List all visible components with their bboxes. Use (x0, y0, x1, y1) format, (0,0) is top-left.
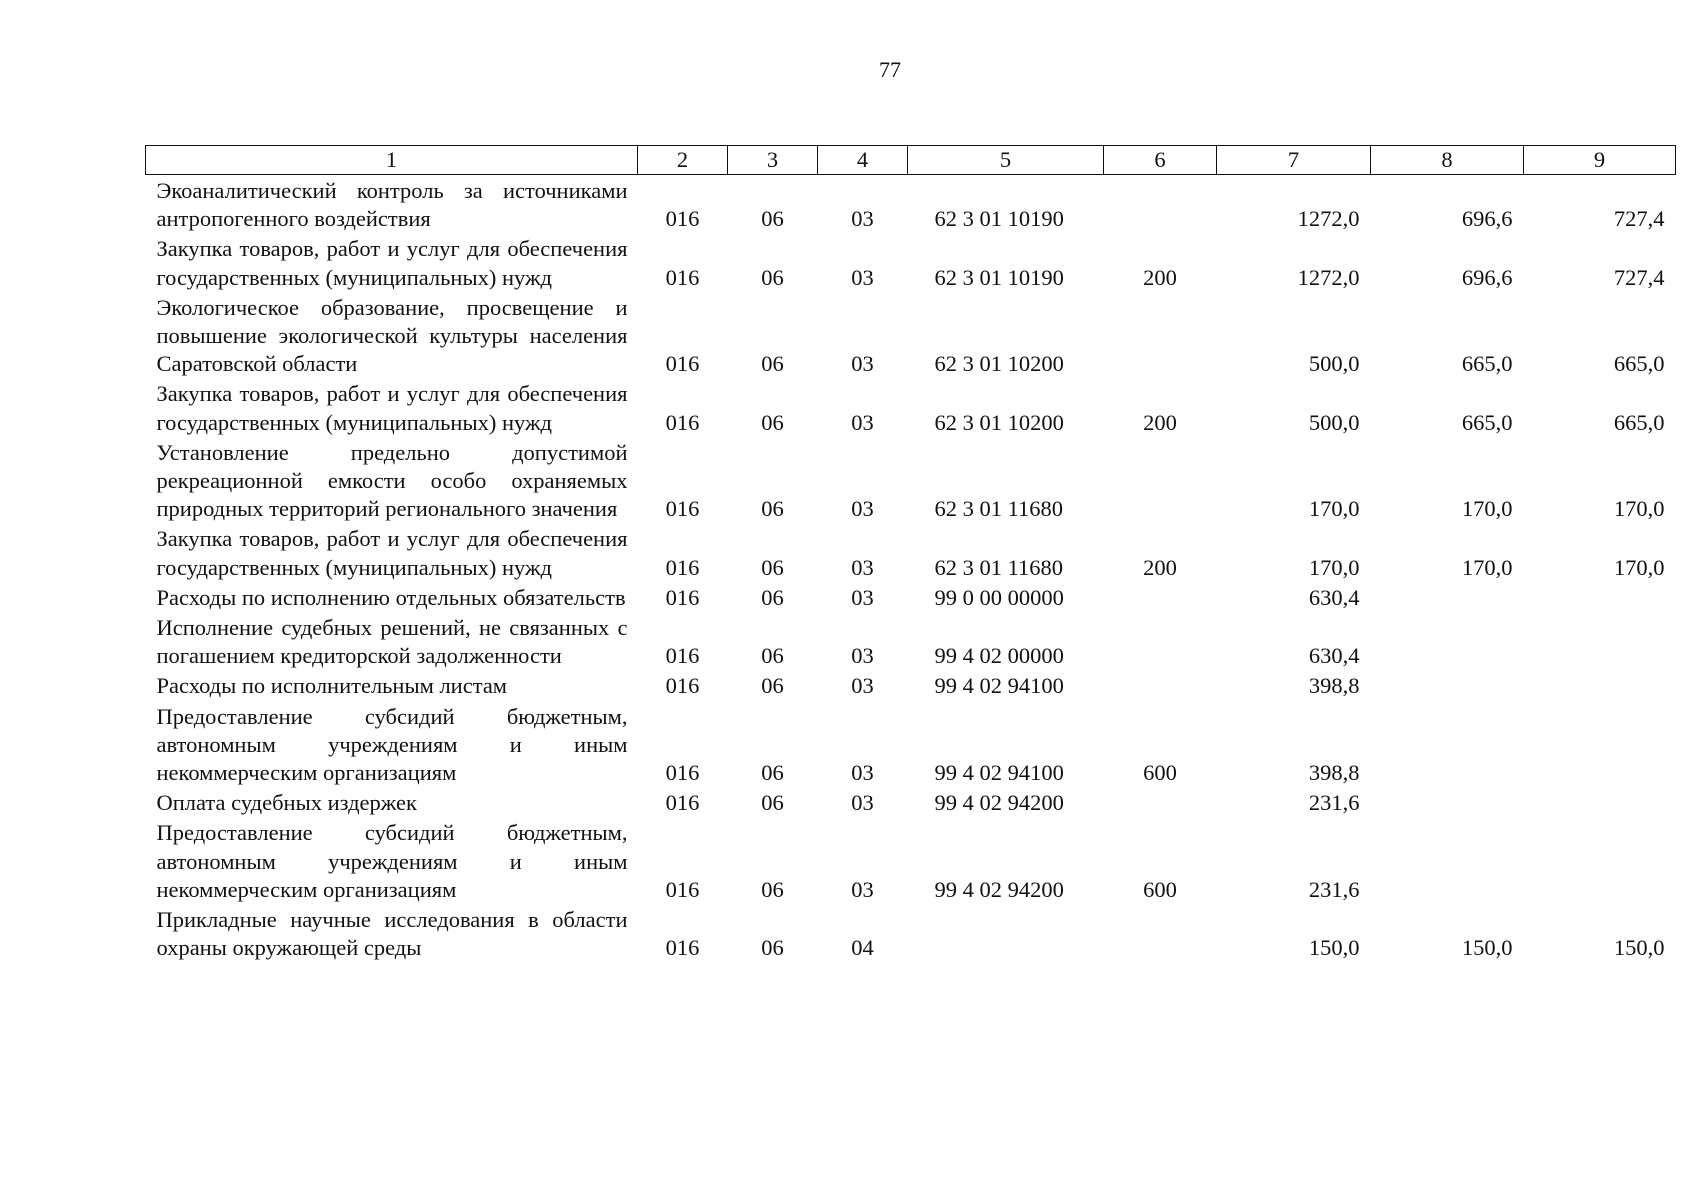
table-row (146, 701, 1676, 788)
ved-code-cell: 016 (665, 876, 700, 902)
amount-col7-cell: 1272,0 (1297, 264, 1360, 290)
table-row (146, 612, 1676, 670)
amount-col9-cell (1524, 817, 1676, 904)
ved-code-cell: 016 (665, 760, 700, 786)
expense-type-cell (1104, 904, 1217, 962)
subsection-code-cell: 03 (851, 496, 874, 522)
amount-col7-cell: 398,8 (1308, 760, 1360, 786)
table-row (146, 670, 1676, 700)
expense-type-cell (1104, 787, 1217, 817)
amount-col9-cell: 170,0 (1613, 554, 1665, 580)
amount-col7-cell: 150,0 (1308, 935, 1360, 961)
amount-col7-cell: 500,0 (1308, 351, 1360, 377)
amount-col8-cell: 696,6 (1461, 206, 1513, 232)
expense-type-cell (1104, 582, 1217, 612)
target-article-cell: 62 3 01 10190 (934, 264, 1064, 290)
target-article-cell: 99 0 00 00000 (934, 584, 1064, 610)
table-body (146, 175, 1676, 963)
target-article-cell: 62 3 01 10190 (934, 206, 1064, 232)
target-article-cell (908, 904, 1104, 962)
budget-table-container (145, 145, 1675, 962)
target-article-cell: 99 4 02 94200 (934, 876, 1064, 902)
subsection-code-cell: 03 (851, 584, 874, 610)
row-name-cell: Экоаналитический контроль за источниками антропогенного воздействия (156, 178, 628, 232)
target-article-cell: 99 4 02 94100 (934, 673, 1064, 699)
ved-code-cell: 016 (665, 351, 700, 377)
subsection-code-cell: 03 (851, 673, 874, 699)
table-row (146, 233, 1676, 291)
target-article-cell: 99 4 02 00000 (934, 643, 1064, 669)
subsection-code-cell: 03 (851, 409, 874, 435)
amount-col8-cell: 170,0 (1461, 554, 1513, 580)
subsection-code-cell: 03 (851, 760, 874, 786)
section-code-cell: 06 (761, 760, 784, 786)
amount-col7-cell: 398,8 (1308, 673, 1360, 699)
section-code-cell: 06 (761, 496, 784, 522)
section-code-cell: 06 (761, 935, 784, 961)
column-header: 6 (1104, 146, 1217, 175)
amount-col7-cell: 170,0 (1308, 496, 1360, 522)
target-article-cell: 62 3 01 10200 (934, 351, 1064, 377)
subsection-code-cell: 03 (851, 554, 874, 580)
amount-col8-cell: 170,0 (1461, 496, 1513, 522)
table-row (146, 292, 1676, 379)
column-header: 4 (818, 146, 908, 175)
ved-code-cell: 016 (665, 496, 700, 522)
amount-col9-cell: 665,0 (1613, 351, 1665, 377)
section-code-cell: 06 (761, 790, 784, 816)
target-article-cell: 62 3 01 11680 (934, 496, 1064, 522)
column-header: 3 (728, 146, 818, 175)
amount-col9-cell: 170,0 (1613, 496, 1665, 522)
amount-col8-cell (1371, 612, 1524, 670)
table-row (146, 817, 1676, 904)
table-row (146, 787, 1676, 817)
subsection-code-cell: 03 (851, 876, 874, 902)
amount-col9-cell (1524, 787, 1676, 817)
amount-col8-cell (1371, 701, 1524, 788)
target-article-cell: 99 4 02 94200 (934, 790, 1064, 816)
amount-col9-cell: 727,4 (1613, 264, 1665, 290)
subsection-code-cell: 03 (851, 351, 874, 377)
ved-code-cell: 016 (665, 264, 700, 290)
section-code-cell: 06 (761, 264, 784, 290)
amount-col9-cell (1524, 612, 1676, 670)
column-header: 8 (1371, 146, 1524, 175)
section-code-cell: 06 (761, 351, 784, 377)
amount-col7-cell: 500,0 (1308, 409, 1360, 435)
row-name-cell: Установление предельно допустимой рекреационной емкости особо охраняемых природных территорий регионального значения (156, 439, 628, 522)
ved-code-cell: 016 (665, 673, 700, 699)
subsection-code-cell: 03 (851, 264, 874, 290)
section-code-cell: 06 (761, 206, 784, 232)
table-row (146, 582, 1676, 612)
section-code-cell: 06 (761, 643, 784, 669)
expense-type-cell: 600 (1143, 760, 1177, 786)
subsection-code-cell: 03 (851, 643, 874, 669)
subsection-code-cell: 03 (851, 206, 874, 232)
table-row (146, 175, 1676, 234)
subsection-code-cell: 03 (851, 790, 874, 816)
expense-type-cell (1104, 292, 1217, 379)
row-name-cell: Закупка товаров, работ и услуг для обеспечения государственных (муниципальных) нужд (156, 526, 628, 580)
expense-type-cell (1104, 175, 1217, 234)
amount-col9-cell (1524, 670, 1676, 700)
section-code-cell: 06 (761, 876, 784, 902)
table-row (146, 378, 1676, 436)
target-article-cell: 62 3 01 10200 (934, 409, 1064, 435)
ved-code-cell: 016 (665, 554, 700, 580)
budget-table (145, 145, 1676, 962)
row-name-cell: Предоставление субсидий бюджетным, автономным учреждениям и иным некоммерческим организациям (156, 703, 628, 786)
row-name-cell: Экологическое образование, просвещение и повышение экологической культуры населения Саратовской области (156, 294, 628, 377)
amount-col7-cell: 231,6 (1308, 876, 1360, 902)
row-name-cell: Расходы по исполнению отдельных обязательств (156, 584, 626, 610)
row-name-cell: Предоставление субсидий бюджетным, автономным учреждениям и иным некоммерческим организациям (156, 820, 628, 902)
amount-col8-cell (1371, 787, 1524, 817)
row-name-cell: Исполнение судебных решений, не связанных с погашением кредиторской задолженности (156, 615, 628, 669)
expense-type-cell: 600 (1143, 876, 1177, 902)
amount-col9-cell: 665,0 (1613, 409, 1665, 435)
table-row (146, 437, 1676, 524)
ved-code-cell: 016 (665, 643, 700, 669)
ved-code-cell: 016 (665, 409, 700, 435)
row-name-cell: Закупка товаров, работ и услуг для обеспечения государственных (муниципальных) нужд (156, 236, 628, 290)
section-code-cell: 06 (761, 584, 784, 610)
table-row (146, 523, 1676, 581)
subsection-code-cell: 04 (851, 935, 874, 961)
row-name-cell: Закупка товаров, работ и услуг для обеспечения государственных (муниципальных) нужд (156, 381, 628, 435)
column-header: 5 (908, 146, 1104, 175)
column-header: 7 (1217, 146, 1371, 175)
amount-col8-cell: 696,6 (1461, 264, 1513, 290)
row-name-cell: Прикладные научные исследования в области охраны окружающей среды (156, 907, 628, 961)
expense-type-cell (1104, 437, 1217, 524)
expense-type-cell: 200 (1143, 409, 1177, 435)
amount-col9-cell: 727,4 (1613, 206, 1665, 232)
amount-col8-cell: 665,0 (1461, 351, 1513, 377)
section-code-cell: 06 (761, 554, 784, 580)
section-code-cell: 06 (761, 673, 784, 699)
ved-code-cell: 016 (665, 584, 700, 610)
row-name-cell: Оплата судебных издержек (156, 790, 417, 816)
expense-type-cell: 200 (1143, 554, 1177, 580)
column-header: 2 (638, 146, 728, 175)
table-header-row (146, 146, 1676, 175)
ved-code-cell: 016 (665, 206, 700, 232)
amount-col7-cell: 231,6 (1308, 790, 1360, 816)
ved-code-cell: 016 (665, 935, 700, 961)
expense-type-cell (1104, 612, 1217, 670)
column-header: 9 (1524, 146, 1676, 175)
amount-col8-cell (1371, 817, 1524, 904)
column-header: 1 (146, 146, 638, 175)
target-article-cell: 99 4 02 94100 (934, 760, 1064, 786)
amount-col8-cell: 150,0 (1461, 935, 1513, 961)
amount-col9-cell (1524, 701, 1676, 788)
amount-col9-cell (1524, 582, 1676, 612)
amount-col8-cell (1371, 582, 1524, 612)
amount-col7-cell: 170,0 (1308, 554, 1360, 580)
amount-col7-cell: 1272,0 (1297, 206, 1360, 232)
ved-code-cell: 016 (665, 790, 700, 816)
amount-col8-cell: 665,0 (1461, 409, 1513, 435)
row-name-cell: Расходы по исполнительным листам (156, 673, 508, 699)
page-number: 77 (879, 57, 901, 82)
section-code-cell: 06 (761, 409, 784, 435)
amount-col9-cell: 150,0 (1613, 935, 1665, 961)
table-row (146, 904, 1676, 962)
amount-col7-cell: 630,4 (1308, 643, 1360, 669)
amount-col7-cell: 630,4 (1308, 584, 1360, 610)
expense-type-cell (1104, 670, 1217, 700)
amount-col8-cell (1371, 670, 1524, 700)
expense-type-cell: 200 (1143, 264, 1177, 290)
target-article-cell: 62 3 01 11680 (934, 554, 1064, 580)
